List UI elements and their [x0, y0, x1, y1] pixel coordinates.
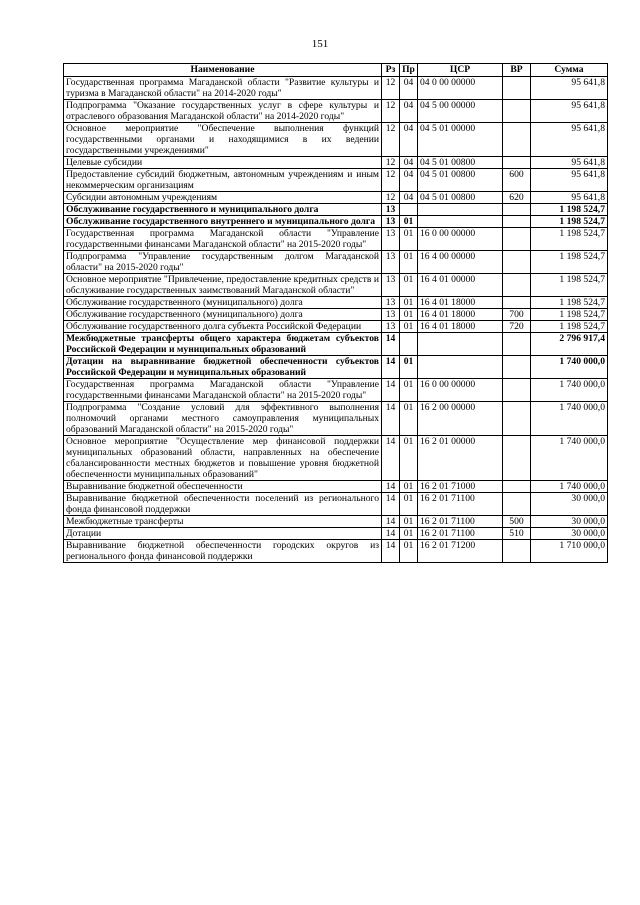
cell-pr: 01: [400, 493, 418, 516]
cell-pr: 04: [400, 100, 418, 123]
cell-name: Субсидии автономным учреждениям: [64, 192, 382, 204]
cell-name: Основное мероприятие "Обеспечение выполнения функций государственными органами и находящимися в их ведении государственными учреждениями": [64, 123, 382, 157]
cell-rz: 14: [382, 436, 400, 481]
cell-sum: 95 641,8: [531, 169, 608, 192]
cell-vr: [503, 100, 531, 123]
cell-name: Межбюджетные трансферты общего характера бюджетам субъектов Российской Федерации и муниципальных образований: [64, 333, 382, 356]
cell-vr: [503, 356, 531, 379]
page-number: 151: [311, 38, 329, 50]
cell-sum: 95 641,8: [531, 192, 608, 204]
cell-name: Выравнивание бюджетной обеспеченности городских округов из регионального фонда финансовой поддержки: [64, 540, 382, 563]
cell-csr: [418, 216, 503, 228]
table-header-row: [64, 64, 608, 77]
cell-rz: 14: [382, 481, 400, 493]
cell-name: Выравнивание бюджетной обеспеченности поселений из регионального фонда финансовой поддержки: [64, 493, 382, 516]
cell-sum: 30 000,0: [531, 516, 608, 528]
cell-sum: 1 740 000,0: [531, 402, 608, 436]
table-row: [64, 333, 608, 356]
cell-sum: 95 641,8: [531, 100, 608, 123]
cell-name: Предоставление субсидий бюджетным, автономным учреждениям и иным некоммерческим организациям: [64, 169, 382, 192]
cell-csr: [418, 356, 503, 379]
header-rz: Рз: [382, 64, 400, 77]
cell-csr: 16 2 01 71000: [418, 481, 503, 493]
cell-sum: 1 198 524,7: [531, 309, 608, 321]
cell-csr: 16 2 01 71200: [418, 540, 503, 563]
cell-name: Обслуживание государственного (муниципального) долга: [64, 309, 382, 321]
table-row: [64, 77, 608, 100]
cell-csr: 04 0 00 00000: [418, 77, 503, 100]
header-pr: Пр: [400, 64, 418, 77]
table-row: [64, 123, 608, 157]
cell-sum: 1 198 524,7: [531, 251, 608, 274]
cell-sum: 1 198 524,7: [531, 204, 608, 216]
cell-rz: 14: [382, 356, 400, 379]
cell-csr: 16 4 01 00000: [418, 274, 503, 297]
cell-name: Основное мероприятие "Осуществление мер финансовой поддержки муниципальных образований области, направленных на обеспечение сбалансированности местных бюджетов и повышение уровня бюджетной обеспеченности муниципальных образований": [64, 436, 382, 481]
cell-pr: 01: [400, 516, 418, 528]
table-row: [64, 309, 608, 321]
cell-csr: 16 2 01 71100: [418, 516, 503, 528]
table-row: [64, 516, 608, 528]
cell-rz: 13: [382, 204, 400, 216]
cell-name: Обслуживание государственного долга субъекта Российской Федерации: [64, 321, 382, 333]
cell-vr: [503, 436, 531, 481]
cell-csr: 16 4 01 18000: [418, 297, 503, 309]
cell-vr: [503, 402, 531, 436]
cell-name: Целевые субсидии: [64, 157, 382, 169]
cell-pr: 01: [400, 540, 418, 563]
cell-pr: 04: [400, 123, 418, 157]
cell-pr: 01: [400, 402, 418, 436]
cell-csr: 16 4 00 00000: [418, 251, 503, 274]
cell-csr: 16 4 01 18000: [418, 309, 503, 321]
cell-sum: 1 198 524,7: [531, 297, 608, 309]
cell-vr: [503, 251, 531, 274]
cell-rz: 14: [382, 540, 400, 563]
cell-pr: 01: [400, 251, 418, 274]
cell-vr: 700: [503, 309, 531, 321]
cell-sum: 1 740 000,0: [531, 379, 608, 402]
cell-name: Дотации на выравнивание бюджетной обеспеченности субъектов Российской Федерации и муниципальных образований: [64, 356, 382, 379]
cell-vr: [503, 493, 531, 516]
cell-csr: 04 5 01 00000: [418, 123, 503, 157]
cell-name: Государственная программа Магаданской области "Развитие культуры и туризма в Магаданской области" на 2014-2020 годы": [64, 77, 382, 100]
cell-csr: [418, 333, 503, 356]
cell-sum: 95 641,8: [531, 157, 608, 169]
cell-name: Межбюджетные трансферты: [64, 516, 382, 528]
cell-rz: 12: [382, 100, 400, 123]
table-row: [64, 251, 608, 274]
cell-name: Государственная программа Магаданской области "Управление государственными финансами Магаданской области" на 2015-2020 годы": [64, 228, 382, 251]
cell-vr: 620: [503, 192, 531, 204]
cell-pr: 01: [400, 356, 418, 379]
cell-pr: [400, 333, 418, 356]
cell-csr: 04 5 01 00800: [418, 192, 503, 204]
table-row: [64, 321, 608, 333]
cell-rz: 14: [382, 402, 400, 436]
cell-rz: 13: [382, 297, 400, 309]
cell-vr: [503, 204, 531, 216]
table-body: [64, 77, 608, 563]
table-row: [64, 228, 608, 251]
cell-pr: 01: [400, 228, 418, 251]
cell-name: Подпрограмма "Создание условий для эффективного выполнения полномочий органами местного самоуправления муниципальных образований Магаданской области" на 2015-2020 годы": [64, 402, 382, 436]
cell-name: Обслуживание государственного внутреннего и муниципального долга: [64, 216, 382, 228]
cell-pr: 01: [400, 528, 418, 540]
table-row: [64, 379, 608, 402]
cell-rz: 14: [382, 333, 400, 356]
cell-vr: 600: [503, 169, 531, 192]
cell-name: Подпрограмма "Управление государственным долгом Магаданской области" на 2015-2020 годы": [64, 251, 382, 274]
cell-pr: 01: [400, 321, 418, 333]
cell-vr: [503, 333, 531, 356]
cell-pr: 01: [400, 274, 418, 297]
cell-vr: 720: [503, 321, 531, 333]
cell-vr: [503, 216, 531, 228]
cell-rz: 14: [382, 528, 400, 540]
cell-rz: 12: [382, 169, 400, 192]
budget-table: [63, 63, 608, 563]
cell-vr: [503, 481, 531, 493]
cell-rz: 14: [382, 516, 400, 528]
cell-rz: 14: [382, 379, 400, 402]
cell-csr: 16 2 01 71100: [418, 528, 503, 540]
cell-csr: 16 0 00 00000: [418, 379, 503, 402]
table-row: [64, 204, 608, 216]
cell-pr: 01: [400, 216, 418, 228]
table-row: [64, 274, 608, 297]
cell-csr: 04 5 01 00800: [418, 169, 503, 192]
cell-name: Обслуживание государственного и муниципального долга: [64, 204, 382, 216]
table-row: [64, 157, 608, 169]
table-row: [64, 100, 608, 123]
cell-pr: 01: [400, 481, 418, 493]
cell-name: Основное мероприятие "Привлечение, предоставление кредитных средств и обслуживание государственных заимствований Магаданской области": [64, 274, 382, 297]
cell-pr: 04: [400, 169, 418, 192]
cell-pr: 04: [400, 77, 418, 100]
cell-name: Обслуживание государственного (муниципального) долга: [64, 297, 382, 309]
cell-csr: [418, 204, 503, 216]
table-row: [64, 216, 608, 228]
cell-csr: 16 0 00 00000: [418, 228, 503, 251]
cell-name: Государственная программа Магаданской области "Управление государственными финансами Магаданской области" на 2015-2020 годы": [64, 379, 382, 402]
cell-pr: 01: [400, 379, 418, 402]
table-row: [64, 356, 608, 379]
table-row: [64, 540, 608, 563]
cell-name: Дотации: [64, 528, 382, 540]
cell-pr: 01: [400, 436, 418, 481]
table-row: [64, 297, 608, 309]
cell-vr: [503, 123, 531, 157]
cell-sum: 1 198 524,7: [531, 274, 608, 297]
table-row: [64, 169, 608, 192]
table-row: [64, 192, 608, 204]
cell-sum: 1 740 000,0: [531, 356, 608, 379]
table-row: [64, 436, 608, 481]
cell-pr: 04: [400, 192, 418, 204]
cell-vr: 500: [503, 516, 531, 528]
cell-vr: [503, 77, 531, 100]
cell-sum: 1 198 524,7: [531, 216, 608, 228]
cell-sum: 2 796 917,4: [531, 333, 608, 356]
header-name: Наименование: [64, 64, 382, 77]
cell-rz: 13: [382, 321, 400, 333]
cell-sum: 95 641,8: [531, 123, 608, 157]
cell-rz: 12: [382, 123, 400, 157]
cell-pr: 04: [400, 157, 418, 169]
cell-csr: 04 5 01 00800: [418, 157, 503, 169]
cell-vr: [503, 297, 531, 309]
cell-rz: 12: [382, 77, 400, 100]
cell-vr: [503, 228, 531, 251]
table-row: [64, 402, 608, 436]
cell-vr: [503, 379, 531, 402]
cell-sum: 30 000,0: [531, 528, 608, 540]
table-row: [64, 481, 608, 493]
cell-csr: 04 5 00 00000: [418, 100, 503, 123]
table-row: [64, 528, 608, 540]
cell-rz: 14: [382, 493, 400, 516]
cell-csr: 16 2 01 71100: [418, 493, 503, 516]
header-vr: ВР: [503, 64, 531, 77]
cell-csr: 16 4 01 18000: [418, 321, 503, 333]
table-row: [64, 493, 608, 516]
cell-sum: 1 198 524,7: [531, 228, 608, 251]
cell-sum: 95 641,8: [531, 77, 608, 100]
cell-pr: 01: [400, 309, 418, 321]
cell-rz: 13: [382, 274, 400, 297]
cell-pr: 01: [400, 297, 418, 309]
cell-sum: 1 740 000,0: [531, 436, 608, 481]
cell-rz: 13: [382, 216, 400, 228]
cell-csr: 16 2 01 00000: [418, 436, 503, 481]
cell-pr: [400, 204, 418, 216]
cell-sum: 1 198 524,7: [531, 321, 608, 333]
cell-sum: 30 000,0: [531, 493, 608, 516]
cell-sum: 1 740 000,0: [531, 481, 608, 493]
cell-sum: 1 710 000,0: [531, 540, 608, 563]
cell-name: Выравнивание бюджетной обеспеченности: [64, 481, 382, 493]
header-csr: ЦСР: [418, 64, 503, 77]
cell-vr: 510: [503, 528, 531, 540]
cell-rz: 13: [382, 309, 400, 321]
header-sum: Сумма: [531, 64, 608, 77]
cell-vr: [503, 540, 531, 563]
cell-rz: 13: [382, 251, 400, 274]
cell-name: Подпрограмма "Оказание государственных услуг в сфере культуры и отраслевого образования Магаданской области" на 2014-2020 годы": [64, 100, 382, 123]
cell-vr: [503, 157, 531, 169]
cell-csr: 16 2 00 00000: [418, 402, 503, 436]
cell-rz: 12: [382, 157, 400, 169]
cell-vr: [503, 274, 531, 297]
cell-rz: 12: [382, 192, 400, 204]
cell-rz: 13: [382, 228, 400, 251]
